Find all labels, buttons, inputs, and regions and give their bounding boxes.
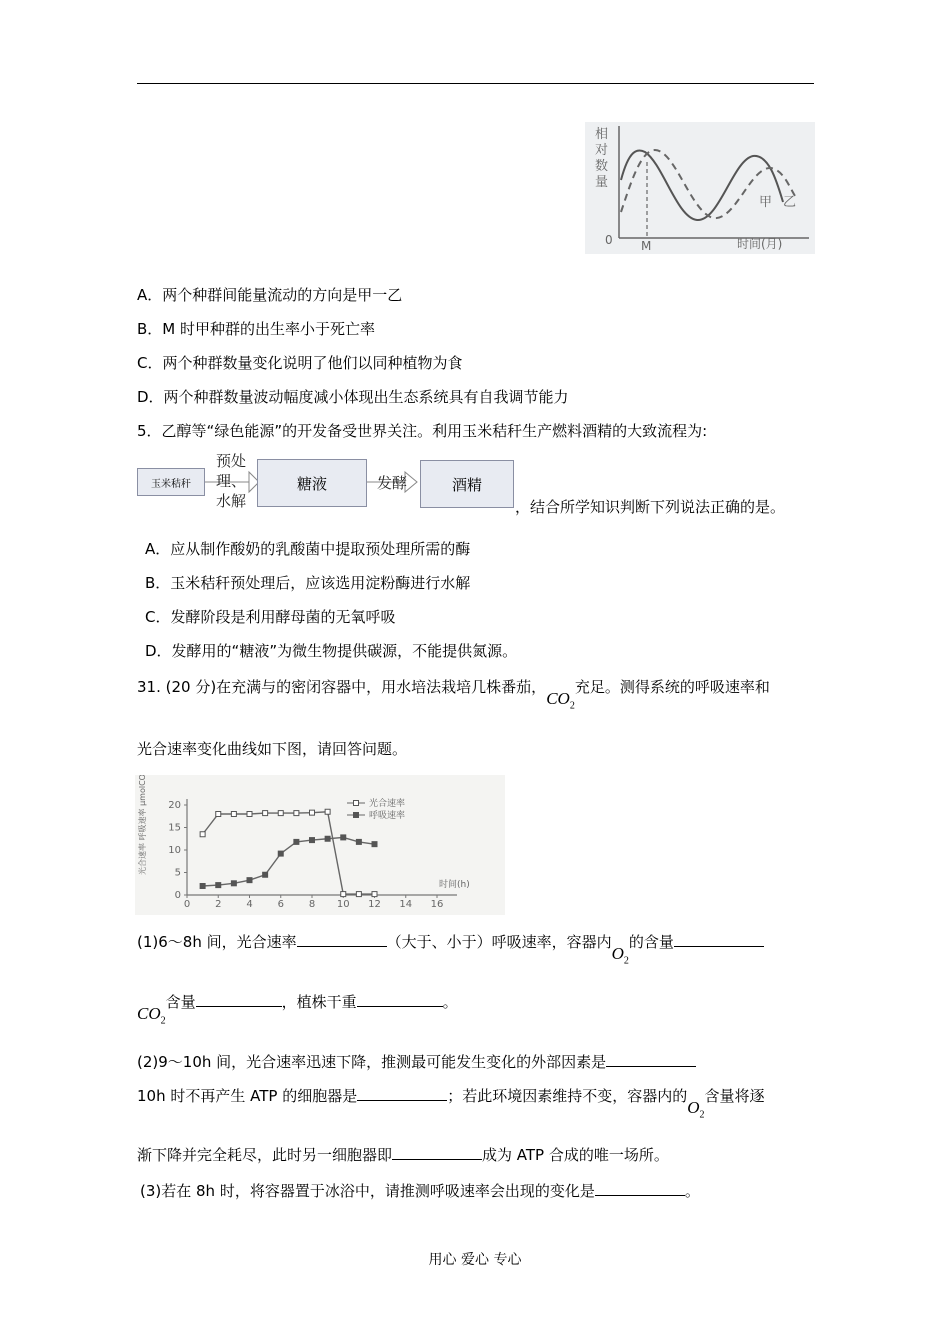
data-point: [247, 812, 252, 817]
o2-formula: $O_2$: [687, 1098, 705, 1121]
data-point: [310, 810, 315, 815]
q5-tail: ，结合所学知识判断下列说法正确的是。: [515, 498, 786, 516]
rate-chart: [135, 775, 505, 915]
q31-p1-d: 含量: [165, 993, 196, 1011]
legend-label: 光合速率: [369, 799, 406, 809]
q31-stem-line1: [137, 677, 770, 712]
co2-formula: $CO_2$: [137, 1004, 166, 1027]
data-point: [278, 851, 283, 856]
q31-p3-b: 。: [684, 1182, 700, 1200]
x-tick-label: 12: [368, 899, 381, 910]
x-axis-label: 时间(月): [737, 237, 783, 251]
q31-part1-line2: [137, 990, 458, 1027]
x-axis-label: 时间(h): [439, 880, 470, 890]
flow-step1-line3: 水解: [216, 492, 247, 510]
answer-blank[interactable]: [595, 1179, 685, 1196]
q31-p1-a: (1)6～8h 间，光合速率: [137, 933, 297, 951]
data-point: [372, 842, 377, 847]
series-label-jia: 甲: [759, 195, 773, 210]
ylabel-char: 对: [595, 143, 609, 158]
flow-box-corn-stalk: 玉米秸秆: [137, 468, 205, 496]
answer-blank[interactable]: [392, 1143, 482, 1160]
q31-p1-e: ，植株干重: [281, 993, 357, 1011]
answer-blank[interactable]: [196, 990, 282, 1007]
data-point: [294, 811, 299, 816]
q31-stem-a: 31. (20 分)在充满与的密闭容器中，用水培法栽培几株番茄，: [137, 678, 547, 696]
q4-option-d: D．两个种群数量波动幅度减小体现出生态系统具有自我调节能力: [137, 388, 569, 406]
data-point: [294, 839, 299, 844]
q31-p1-f: 。: [442, 993, 458, 1011]
x-tick-label: 4: [246, 899, 253, 910]
q31-stem-b: 充足。测得系统的呼吸速率和: [574, 678, 770, 696]
x-tick-label: 2: [215, 899, 222, 910]
data-point: [200, 832, 205, 837]
q5-option-a: A．应从制作酸奶的乳酸菌中提取预处理所需的酶: [145, 540, 471, 558]
x-tick-label: 14: [399, 899, 413, 910]
q31-part1-line1: [137, 930, 764, 967]
page-footer: 用心 爱心 专心: [428, 1252, 522, 1268]
x-tick-label: 0: [183, 899, 191, 910]
answer-blank[interactable]: [606, 1050, 696, 1067]
q4-option-b: B．M 时甲种群的出生率小于死亡率: [137, 320, 376, 338]
q31-p3-a: (3)若在 8h 时，将容器置于冰浴中，请推测呼吸速率会出现的变化是: [140, 1182, 595, 1200]
data-point: [356, 892, 361, 897]
data-point: [263, 811, 268, 816]
y-tick-label: 5: [174, 867, 181, 879]
process-flow-diagram: [137, 452, 517, 512]
q31-part2-line3: [137, 1143, 669, 1165]
q4-option-c: C．两个种群数量变化说明了他们以同种植物为食: [137, 354, 463, 372]
q5-option-c: C．发酵阶段是利用酵母菌的无氧呼吸: [145, 608, 396, 626]
q31-p2-a: (2)9～10h 间，光合速率迅速下降，推测最可能发生变化的外部因素是: [137, 1053, 607, 1071]
data-point: [356, 839, 361, 844]
data-point: [216, 812, 221, 817]
ylabel-char: 数: [595, 159, 609, 174]
q5-option-d: D．发酵用的“糖液”为微生物提供碳源，不能提供氮源。: [145, 642, 518, 660]
data-point: [231, 881, 236, 886]
rate-chart-svg: [135, 775, 505, 915]
legend-marker: [354, 801, 359, 806]
x-tick-label: 16: [430, 899, 444, 910]
ylabel-char: 量: [595, 175, 609, 190]
y-tick-label: 15: [168, 822, 181, 834]
data-point: [247, 878, 252, 883]
q31-part2-line1: [137, 1050, 696, 1072]
x-tick-label: 10: [336, 899, 350, 910]
answer-blank[interactable]: [357, 1084, 447, 1101]
q31-p1-b: （大于、小于）呼吸速率，容器内: [386, 933, 612, 951]
answer-blank[interactable]: [674, 930, 764, 947]
q31-p2-b: 10h 时不再产生 ATP 的细胞器是: [137, 1087, 358, 1105]
x-tick-label: 6: [277, 899, 284, 910]
data-point: [372, 892, 377, 897]
flow-box-sugar-liquid: 糖液: [257, 459, 367, 507]
q31-part2-line2: [137, 1084, 765, 1121]
flow-step2: 发酵: [377, 474, 408, 492]
data-point: [310, 838, 315, 843]
q31-p2-f: 成为 ATP 合成的唯一场所。: [482, 1146, 669, 1164]
legend-label: 呼吸速率: [369, 811, 406, 821]
flow-step1-line1: 预处: [216, 452, 247, 470]
data-point: [325, 809, 330, 814]
series-line: [203, 837, 375, 886]
data-point: [263, 872, 268, 877]
data-point: [200, 884, 205, 889]
data-point: [216, 883, 221, 888]
y-axis-label: 光合速率 呼吸速率 μmolCO2/h: [138, 775, 147, 875]
q31-p2-c: ；若此环境因素维持不变，容器内的: [447, 1087, 688, 1105]
q31-p1-c: 的含量: [628, 933, 674, 951]
q31-part3: [140, 1179, 700, 1201]
answer-blank[interactable]: [297, 930, 387, 947]
series-label-yi: 乙: [783, 195, 797, 210]
population-wave-figure: [585, 122, 815, 254]
flow-box-alcohol: 酒精: [420, 460, 514, 508]
legend-marker: [354, 813, 359, 818]
data-point: [278, 811, 283, 816]
q31-stem-line2: 光合速率变化曲线如下图，请回答问题。: [137, 740, 408, 758]
q5-option-b: B．玉米秸秆预处理后，应该选用淀粉酶进行水解: [145, 574, 471, 592]
x-tick-label: 8: [308, 899, 316, 910]
series-line: [203, 812, 375, 894]
data-point: [341, 892, 346, 897]
data-point: [231, 812, 236, 817]
header-rule: [137, 83, 814, 84]
origin-label: 0: [605, 233, 613, 247]
y-tick-label: 0: [174, 890, 181, 901]
data-point: [325, 836, 330, 841]
ylabel-char: 相: [595, 127, 609, 142]
y-tick-label: 20: [168, 800, 181, 811]
q5-stem: 5．乙醇等“绿色能源”的开发备受世界关注。利用玉米秸秆生产燃料酒精的大致流程为:: [137, 422, 708, 440]
answer-blank[interactable]: [357, 990, 443, 1007]
data-point: [341, 835, 346, 840]
flow-step1-line2: 理、: [216, 472, 247, 490]
q31-p2-e: 渐下降并完全耗尽，此时另一细胞器即: [137, 1146, 393, 1164]
q31-p2-d: 含量将逐: [704, 1087, 765, 1105]
o2-formula: $O_2$: [611, 944, 629, 967]
q4-option-a: A．两个种群间能量流动的方向是甲一乙: [137, 286, 403, 304]
co2-formula: $CO_2$: [546, 689, 575, 712]
y-tick-label: 10: [168, 845, 181, 856]
m-label: M: [641, 239, 652, 253]
